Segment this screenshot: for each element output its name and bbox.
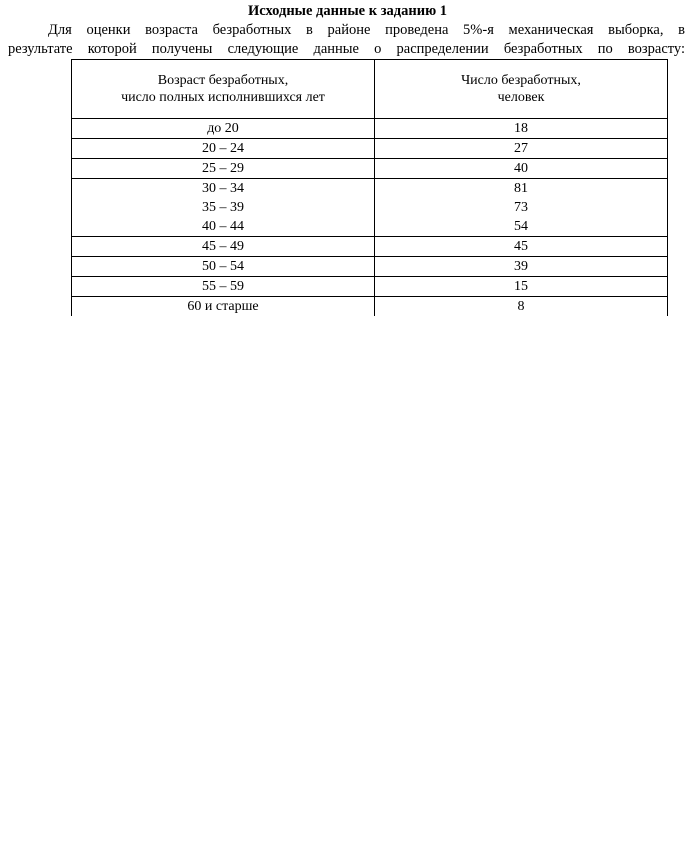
- age-cell: 30 – 34: [72, 179, 375, 199]
- age-cell: 20 – 24: [72, 139, 375, 159]
- intro-paragraph-line-2: результате которой получены следующие данные о распределении безработных по возрасту:: [8, 41, 685, 57]
- count-cell: 81: [375, 179, 668, 199]
- table-row: [72, 198, 668, 217]
- age-cell: 25 – 29: [72, 159, 375, 179]
- count-cell: 39: [375, 257, 668, 277]
- table-header-row: [72, 60, 668, 119]
- count-cell: 54: [375, 217, 668, 237]
- age-cell: 50 – 54: [72, 257, 375, 277]
- age-cell: 35 – 39: [72, 198, 375, 217]
- age-cell: 45 – 49: [72, 237, 375, 257]
- intro-paragraph: [8, 21, 685, 59]
- table-row: [72, 297, 668, 317]
- table-row: [72, 159, 668, 179]
- age-cell: 55 – 59: [72, 277, 375, 297]
- header-age-line-1: Возраст безработных,: [157, 73, 289, 88]
- document-heading: Исходные данные к заданию 1: [247, 3, 448, 19]
- header-age-line-2: число полных исполнившихся лет: [121, 90, 325, 105]
- table-row: [72, 237, 668, 257]
- count-cell: 27: [375, 139, 668, 159]
- header-count: [375, 60, 668, 119]
- table-row: [72, 179, 668, 199]
- table-row: [72, 277, 668, 297]
- count-cell: 73: [375, 198, 668, 217]
- header-count-line-1: Число безработных,: [461, 73, 581, 88]
- intro-paragraph-line-1: Для оценки возраста безработных в районе проведена 5%-я механическая выборка, в: [48, 22, 685, 38]
- unemployment-age-table: [71, 59, 668, 316]
- count-cell: 45: [375, 237, 668, 257]
- table-row: [72, 257, 668, 277]
- count-cell: 40: [375, 159, 668, 179]
- count-cell: 8: [375, 297, 668, 317]
- count-cell: 15: [375, 277, 668, 297]
- count-cell: 18: [375, 119, 668, 139]
- header-age: [72, 60, 375, 119]
- header-count-line-2: человек: [497, 90, 545, 105]
- table-row: [72, 139, 668, 159]
- table-row: [72, 119, 668, 139]
- table-row: [72, 217, 668, 237]
- age-cell: 60 и старше: [72, 297, 375, 317]
- age-cell: 40 – 44: [72, 217, 375, 237]
- age-cell: до 20: [72, 119, 375, 139]
